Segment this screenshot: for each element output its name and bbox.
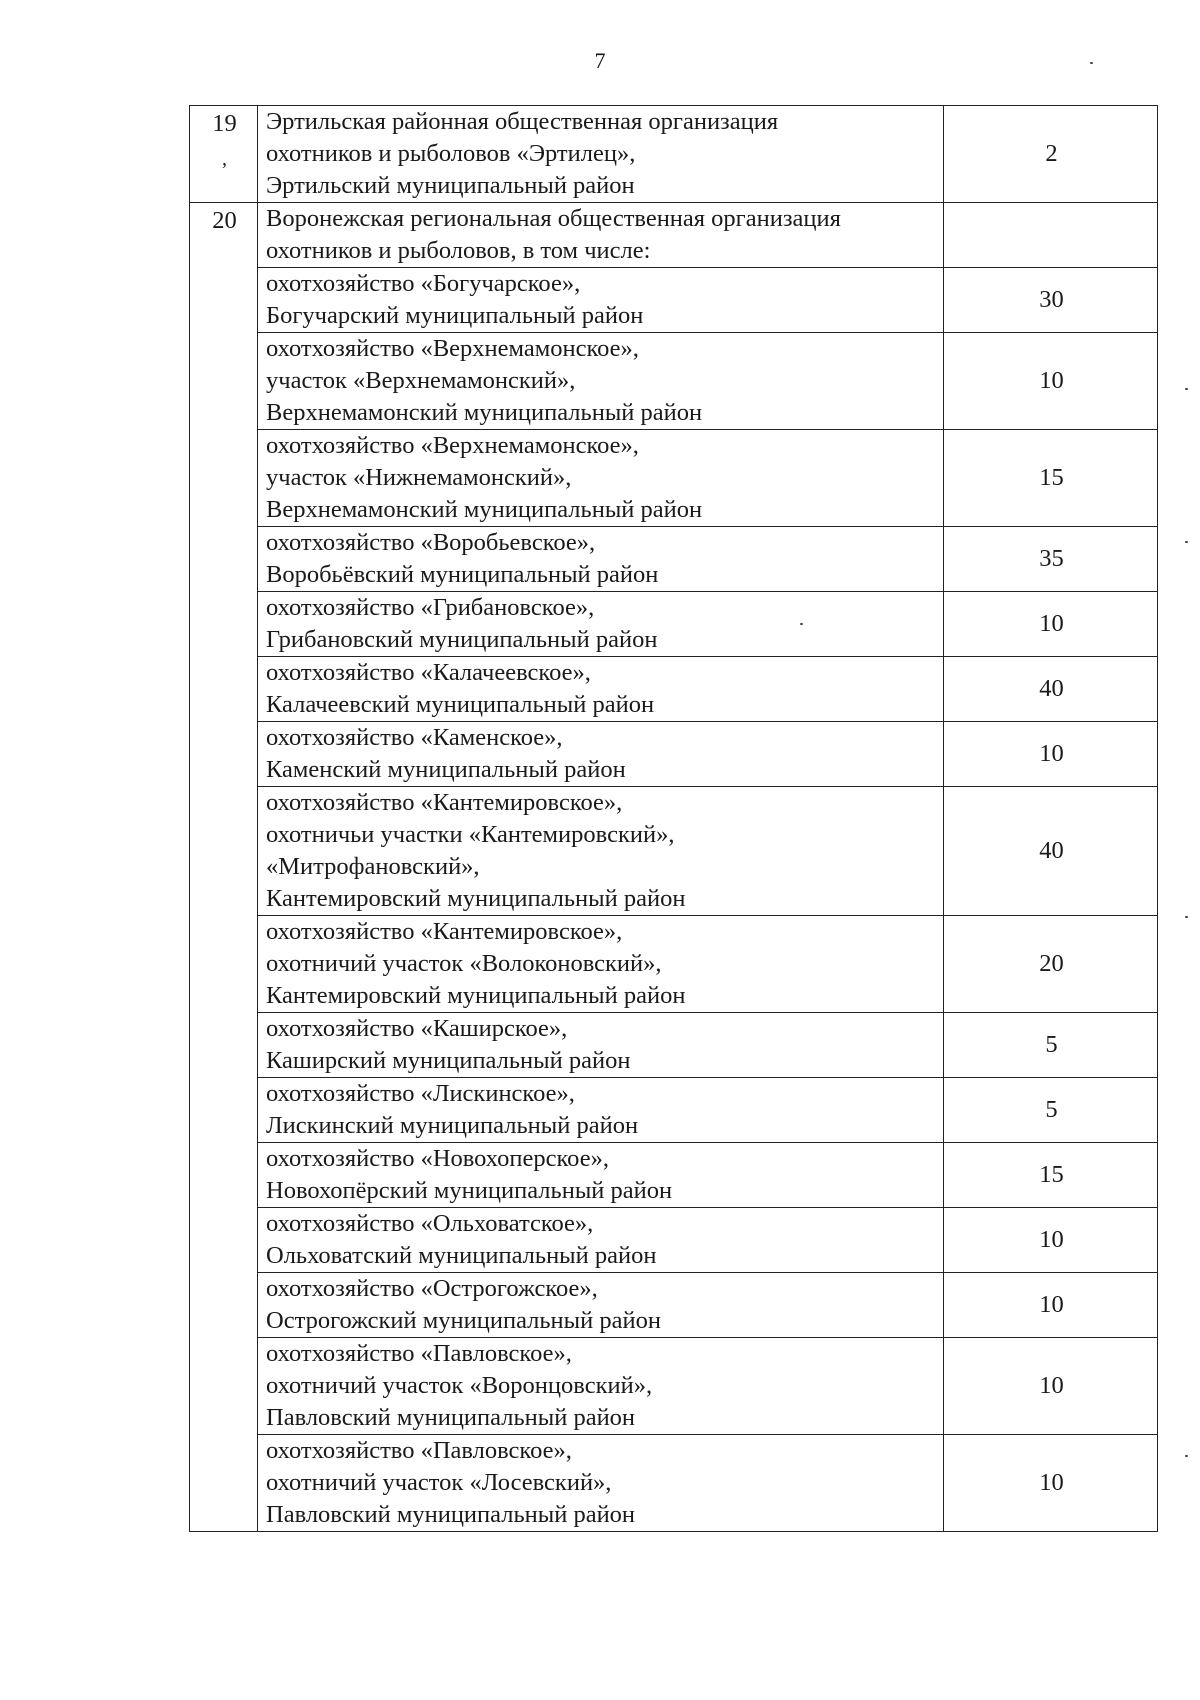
table-row-20-subrow: [190, 657, 1158, 722]
organization-name-cell: [258, 106, 944, 203]
name-line: Эртильский муниципальный район: [266, 172, 635, 199]
quota-value: 5: [944, 1013, 1158, 1078]
organization-name-cell: [258, 203, 944, 268]
name-line: Павловский муниципальный район: [266, 1404, 636, 1431]
name-line: охотхозяйство «Грибановское»,: [266, 594, 595, 621]
name-line: охотхозяйство «Воробьевское»,: [266, 529, 596, 556]
scan-speck: [1090, 62, 1093, 64]
quota-value: [944, 203, 1158, 268]
table-row-20-subrow: [190, 268, 1158, 333]
name-line: Калачеевский муниципальный район: [266, 691, 655, 718]
table-body: [190, 106, 1158, 1532]
quota-value: 35: [944, 527, 1158, 592]
name-line: охотхозяйство «Павловское»,: [266, 1437, 572, 1464]
quota-value: 10: [944, 1338, 1158, 1435]
quota-table: [189, 105, 1158, 1532]
hunting-farm-cell: [258, 268, 944, 333]
row-number: 19: [212, 110, 237, 137]
name-line: Воронежская региональная общественная организация: [266, 205, 841, 232]
name-line: Богучарский муниципальный район: [266, 302, 644, 329]
name-line: Каширский муниципальный район: [266, 1047, 631, 1074]
name-line: охотхозяйство «Ольховатское»,: [266, 1210, 594, 1237]
hunting-farm-cell: [258, 527, 944, 592]
name-line: Каменский муниципальный район: [266, 756, 626, 783]
name-line: охотхозяйство «Павловское»,: [266, 1340, 572, 1367]
name-line: охотхозяйство «Верхнемамонское»,: [266, 335, 639, 362]
table-row-20-subrow: [190, 1013, 1158, 1078]
table-row-20-subrow: [190, 1338, 1158, 1435]
name-line: Верхнемамонский муниципальный район: [266, 399, 703, 426]
quota-value: 10: [944, 333, 1158, 430]
hunting-farm-cell: [258, 1078, 944, 1143]
quota-value: 5: [944, 1078, 1158, 1143]
quota-value: 15: [944, 1143, 1158, 1208]
table-row-19: [190, 106, 1158, 203]
name-line: охотхозяйство «Каменское»,: [266, 724, 563, 751]
table-row-20-subrow: [190, 1078, 1158, 1143]
quota-value: 10: [944, 1273, 1158, 1338]
table-row-20-header: [190, 203, 1158, 268]
hunting-farm-cell: [258, 333, 944, 430]
hunting-farm-cell: [258, 916, 944, 1013]
name-line: охотхозяйство «Новохоперское»,: [266, 1145, 609, 1172]
row-number-cell: [190, 203, 258, 1532]
table-row-20-subrow: [190, 333, 1158, 430]
name-line: Ольховатский муниципальный район: [266, 1242, 657, 1269]
name-line: охотхозяйство «Верхнемамонское»,: [266, 432, 639, 459]
quota-value: 10: [944, 1435, 1158, 1532]
table-row-20-subrow: [190, 916, 1158, 1013]
name-line: Новохопёрский муниципальный район: [266, 1177, 673, 1204]
name-line: «Митрофановский»,: [266, 853, 480, 880]
name-line: участок «Нижнемамонский»,: [266, 464, 572, 491]
quota-value: 10: [944, 1208, 1158, 1273]
quota-value: 30: [944, 268, 1158, 333]
table-row-20-subrow: [190, 1273, 1158, 1338]
table-row-20-subrow: [190, 592, 1158, 657]
hunting-farm-cell: [258, 1143, 944, 1208]
name-line: охотхозяйство «Калачеевское»,: [266, 659, 591, 686]
scan-speck: [1185, 541, 1188, 543]
name-line: охотников и рыболовов, в том числе:: [266, 237, 651, 264]
table-row-20-subrow: [190, 787, 1158, 916]
name-line: Острогожский муниципальный район: [266, 1307, 661, 1334]
quota-value: 40: [944, 787, 1158, 916]
name-line: охотхозяйство «Богучарское»,: [266, 270, 581, 297]
table-row-20-subrow: [190, 722, 1158, 787]
name-line: участок «Верхнемамонский»,: [266, 367, 576, 394]
quota-value: 40: [944, 657, 1158, 722]
name-line: охотхозяйство «Кантемировское»,: [266, 789, 623, 816]
hunting-farm-cell: [258, 1273, 944, 1338]
name-line: охотничий участок «Волоконовский»,: [266, 950, 662, 977]
table-row-20-subrow: [190, 1143, 1158, 1208]
name-line: Верхнемамонский муниципальный район: [266, 496, 703, 523]
table-row-20-subrow: [190, 430, 1158, 527]
quota-value: 10: [944, 592, 1158, 657]
quota-value: 15: [944, 430, 1158, 527]
hunting-farm-cell: [258, 1435, 944, 1532]
name-line: охотхозяйство «Острогожское»,: [266, 1275, 598, 1302]
quota-value: 20: [944, 916, 1158, 1013]
hunting-farm-cell: [258, 592, 944, 657]
name-line: Лискинский муниципальный район: [266, 1112, 639, 1139]
row-number-cell: [190, 106, 258, 203]
row-number-mark: ,: [222, 148, 227, 170]
hunting-farm-cell: [258, 1338, 944, 1435]
name-line: охотников и рыболовов «Эртилец»,: [266, 140, 636, 167]
hunting-farm-cell: [258, 657, 944, 722]
scan-speck: [1185, 1455, 1188, 1457]
hunting-farm-cell: [258, 722, 944, 787]
name-line: охотничий участок «Воронцовский»,: [266, 1372, 653, 1399]
hunting-farm-cell: [258, 787, 944, 916]
scan-speck: [1185, 916, 1188, 918]
name-line: Кантемировский муниципальный район: [266, 885, 686, 912]
name-line: охотхозяйство «Каширское»,: [266, 1015, 568, 1042]
table-row-20-subrow: [190, 1208, 1158, 1273]
quota-value: 10: [944, 722, 1158, 787]
row-number: 20: [212, 207, 237, 234]
scan-speck: [1185, 388, 1188, 390]
name-line: Эртильская районная общественная организация: [266, 108, 779, 135]
quota-value: 2: [944, 106, 1158, 203]
table-row-20-subrow: [190, 1435, 1158, 1532]
name-line: охотхозяйство «Кантемировское»,: [266, 918, 623, 945]
table-row-20-subrow: [190, 527, 1158, 592]
name-line: Воробьёвский муниципальный район: [266, 561, 659, 588]
page-number: 7: [594, 48, 606, 73]
name-line: охотхозяйство «Лискинское»,: [266, 1080, 575, 1107]
hunting-farm-cell: [258, 1013, 944, 1078]
name-line: Грибановский муниципальный район: [266, 626, 658, 653]
hunting-farm-cell: [258, 430, 944, 527]
name-line: охотничий участок «Лосевский»,: [266, 1469, 612, 1496]
name-line: охотничьи участки «Кантемировский»,: [266, 821, 675, 848]
name-line: Павловский муниципальный район: [266, 1501, 636, 1528]
name-line: Кантемировский муниципальный район: [266, 982, 686, 1009]
hunting-farm-cell: [258, 1208, 944, 1273]
